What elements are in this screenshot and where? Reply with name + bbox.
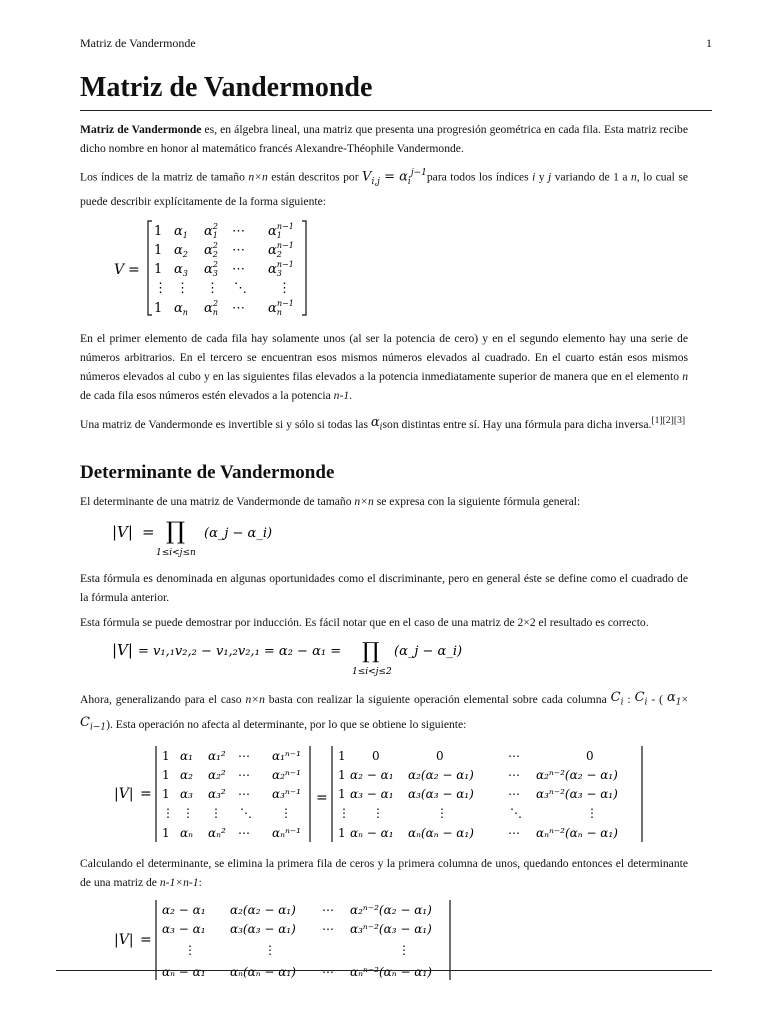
svg-text:αₙ²: αₙ² [208,825,226,840]
svg-text:1: 1 [154,300,163,316]
elements-text-c: . [349,388,353,402]
reduce-size: n-1×n-1 [159,875,199,889]
indices-text-a: Los índices de la matriz de tamaño [80,170,249,184]
svg-text:⋯: ⋯ [322,921,334,936]
invertible-paragraph [80,411,688,438]
svg-text:⋮: ⋮ [182,805,194,820]
colop-text-d: - ( [647,693,667,707]
reduce-text-b: : [198,875,202,889]
svg-text:⋮: ⋮ [338,805,350,820]
dots-cell: ⋯ [232,223,245,239]
svg-text:⋱: ⋱ [510,805,522,820]
reduce-paragraph [80,854,688,892]
elements-n: n [682,369,688,383]
abs-v-2: |V| [112,641,133,660]
colop-text-f: ). Esta operación no afecta al determinante, por lo que se obtiene lo siguiente: [106,717,467,731]
svg-text:⋯: ⋯ [232,261,245,277]
svg-text:⋯: ⋯ [238,767,250,782]
vandermonde-matrix-equation [80,217,688,325]
svg-text:⋯: ⋯ [508,767,520,782]
equals-3: = [140,785,152,802]
abs-v-3: |V| [114,785,134,802]
svg-text:⋮: ⋮ [280,805,292,820]
right-bracket [302,221,306,315]
svg-text:⋮: ⋮ [436,805,448,820]
colop-nxn: n×n [245,693,265,707]
svg-text:αₙ(αₙ − α₁): αₙ(αₙ − α₁) [408,825,474,840]
svg-text:α₂ − α₁: α₂ − α₁ [162,902,206,917]
svg-text:αₙⁿ⁻¹: αₙⁿ⁻¹ [272,825,301,840]
indices-paragraph [80,164,688,211]
svg-text:α12: $\alpha_12$ [204,221,218,240]
v-symbol: V [114,261,125,278]
svg-text:⋮: ⋮ [176,280,189,296]
svg-text:α2n−1: $\alpha_2n-1$ [268,240,294,259]
indices-nxn: n×n [248,170,268,184]
product-term: (α_j − α_i) [204,526,273,542]
svg-text:α₃²: α₃² [208,786,226,801]
equals-4: = [316,789,328,806]
ci1-inline [80,713,106,738]
svg-text:⋮: ⋮ [398,942,410,957]
product-symbol-2: ∏ [362,639,380,665]
ci1-sub: i−1 [89,722,107,733]
svg-text:α₃(α₃ − α₁): α₃(α₃ − α₁) [408,786,474,801]
svg-text:⋯: ⋯ [322,902,334,917]
elements-paragraph [80,329,688,405]
svg-text:αₙ − α₁: αₙ − α₁ [350,825,394,840]
reduce-text-a: Calculando el determinante, se elimina la primera fila de ceros y la primera columna de unos, quedando entonces el determinante de una matriz de [80,856,688,889]
references-link[interactable]: [1][2][3] [651,414,686,426]
svg-text:α2: $\alpha_2$ [174,242,188,259]
svg-text:α₃ − α₁: α₃ − α₁ [162,921,206,936]
svg-text:α₃ⁿ⁻¹: α₃ⁿ⁻¹ [272,786,301,801]
svg-text:1: 1 [162,786,170,801]
invertible-text-b: son distintas entre sí. Hay una fórmula para dicha inversa. [382,417,652,431]
svg-text:α₂(α₂ − α₁): α₂(α₂ − α₁) [230,902,296,917]
vij-rhs: = α [384,169,408,185]
ci-sub: i [620,698,624,709]
equals: = [142,523,155,542]
svg-text:α₃: α₃ [180,786,193,801]
product-range: 1≤i<j≤n [156,548,196,559]
svg-text:⋯: ⋯ [508,748,520,763]
indices-text-f: , lo cual se puede describir explícitamente de la forma siguiente: [80,170,688,208]
elements-text-a: En el primer elemento de cada fila hay solamente unos (al ser la potencia de cero) y en el segundo elemento hay una serie de números arbitrarios. En el tercero se encuentran esos mismos números elevados al cuadrado. En el cuarto están esos mismos números elevados al cubo y en las siguientes filas elevados a la potencia inmediatamente superior de manera que en el elemento [80,331,688,383]
colop-text-e: × [681,693,688,707]
svg-text:1: 1 [162,825,170,840]
induction-paragraph: Esta fórmula se puede demostrar por inducción. Es fácil notar que en el caso de una matriz de 2×2 el resultado es correcto. [80,616,649,630]
svg-text:α₂ − α₁: α₂ − α₁ [350,767,394,782]
base-case-formula [80,638,688,684]
svg-text:α₁: α₁ [180,748,193,763]
colop-text-a: Ahora, generalizando para el caso [80,693,246,707]
svg-text:⋮: ⋮ [264,942,276,957]
indices-i: i [532,170,536,184]
indices-text-d: y [535,170,549,184]
svg-text:1: 1 [338,767,346,782]
ci-inline [611,688,624,713]
discriminant-paragraph: Esta fórmula es denominada en algunas oportunidades como el discriminante, pero en general éste se define como el cuadrado de la fórmula anterior. [80,572,688,605]
svg-text:1: 1 [162,767,170,782]
svg-text:α₃ − α₁: α₃ − α₁ [350,786,394,801]
svg-text:α₁ⁿ⁻¹: α₁ⁿ⁻¹ [272,748,301,763]
alpha-symbol: α [370,414,380,430]
abs-v-4: |V| [114,931,134,948]
svg-text:αₙⁿ⁻²(αₙ − α₁): αₙⁿ⁻²(αₙ − α₁) [536,825,618,840]
matrix-cells [154,222,294,317]
svg-text:αₙ: αₙ [180,825,193,840]
vij-formula [362,164,427,192]
alpha1-symbol: α [666,690,676,706]
svg-text:1: 1 [162,748,170,763]
det-intro-paragraph [80,492,688,511]
vandermonde-matrix-svg [80,217,380,319]
product-range-2: 1≤i<j≤2 [352,667,392,678]
colop-text-c: : [623,693,635,707]
svg-text:α₂ⁿ⁻²(α₂ − α₁): α₂ⁿ⁻²(α₂ − α₁) [536,767,618,782]
indices-text-c: para todos los índices [426,170,533,184]
svg-text:⋮: ⋮ [278,280,291,296]
invertible-text-a: Una matriz de Vandermonde es invertible si y sólo si todas las [80,417,371,431]
svg-text:α₂(α₂ − α₁): α₂(α₂ − α₁) [408,767,474,782]
running-title: Matriz de Vandermonde [80,36,196,50]
determinant-formula-svg [80,517,320,559]
running-header [80,36,712,52]
svg-text:⋮: ⋮ [586,805,598,820]
indices-j: j [548,170,552,184]
alpha1-inline [667,688,682,713]
svg-text:⋮: ⋮ [372,805,384,820]
svg-text:⋯: ⋯ [322,964,334,979]
svg-text:α1n−1: $\alpha_1n-1$ [268,221,294,240]
svg-text:α₃(α₃ − α₁): α₃(α₃ − α₁) [230,921,296,936]
reduced-determinant-svg [80,898,500,982]
svg-text:α3n−1: $\alpha_3n-1$ [268,259,294,278]
svg-text:1: 1 [338,748,346,763]
svg-text:⋮: ⋮ [210,805,222,820]
equals-5: = [140,931,152,948]
footer-rule [56,970,712,971]
indices-text-e: variando de 1 a [551,170,631,184]
svg-text:⋮: ⋮ [162,805,174,820]
svg-text:α₂ⁿ⁻²(α₂ − α₁): α₂ⁿ⁻²(α₂ − α₁) [350,902,432,917]
svg-text:⋯: ⋯ [508,786,520,801]
indices-text-b: están descritos por [267,170,363,184]
det-text-b: se expresa con la siguiente fórmula general: [373,495,581,509]
vij-rhs-sup: j−1 [410,168,427,178]
svg-text:1: 1 [154,242,163,258]
column-op-paragraph [80,688,688,737]
column-op-svg [80,744,680,844]
svg-text:0: 0 [586,748,594,763]
svg-text:0: 0 [436,748,444,763]
svg-text:α22: $\alpha_22$ [204,240,218,259]
svg-text:0: 0 [372,748,380,763]
svg-text:⋯: ⋯ [238,786,250,801]
left-bracket [148,221,152,315]
determinant-formula [80,517,688,565]
svg-text:α32: $\alpha_32$ [204,259,218,278]
svg-text:αₙⁿ⁻²(αₙ − α₁): αₙⁿ⁻²(αₙ − α₁) [350,964,432,979]
svg-text:α₂ⁿ⁻¹: α₂ⁿ⁻¹ [272,767,301,782]
equals-sign: = [128,261,140,278]
svg-text:α1: $\alpha_1$ [174,223,188,240]
svg-text:⋮: ⋮ [154,280,167,296]
svg-text:⋯: ⋯ [238,748,250,763]
abs-v: |V| [112,523,133,542]
section-heading: Determinante de Vandermonde [80,462,335,484]
ddots-cell: ⋱ [234,280,247,296]
svg-text:α₃ⁿ⁻²(α₃ − α₁): α₃ⁿ⁻²(α₃ − α₁) [350,921,432,936]
svg-text:⋯: ⋯ [232,300,245,316]
svg-text:αₙ(αₙ − α₁): αₙ(αₙ − α₁) [230,964,296,979]
det-text-a: El determinante de una matriz de Vandermonde de tamaño [80,495,355,509]
indices-n: n [630,170,637,184]
elements-text-b: de cada fila esos números estén elevados a la potencia [80,388,334,402]
ci-sub-2: i [644,698,648,709]
vij-symbol: V [362,169,372,185]
column-op-determinant [80,744,688,850]
alpha1-sub: 1 [675,698,682,709]
intro-paragraph [80,120,688,158]
svg-text:α₂²: α₂² [208,767,226,782]
svg-text:⋯: ⋯ [508,825,520,840]
svg-text:1: 1 [154,261,163,277]
product-term-2: (α_j − α_i) [394,644,463,660]
svg-text:αₙ − α₁: αₙ − α₁ [162,964,206,979]
svg-text:αnn−1: $\alpha_nn-1$ [268,298,294,317]
ci-symbol: C [610,690,621,706]
svg-text:α₂: α₂ [180,767,193,782]
svg-text:1: 1 [338,825,346,840]
svg-text:αn: $\alpha_n$ [174,300,188,317]
article-body [80,120,688,992]
svg-text:α₃ⁿ⁻²(α₃ − α₁): α₃ⁿ⁻²(α₃ − α₁) [536,786,618,801]
svg-text:α₁²: α₁² [208,748,226,763]
ci-symbol-2: C [634,690,645,706]
vij-rhs-sub: i [407,176,411,187]
svg-text:1: 1 [338,786,346,801]
det-nxn: n×n [354,495,374,509]
ci1-symbol: C [80,715,90,731]
page-title: Matriz de Vandermonde [80,72,712,111]
base-case-svg [80,638,480,678]
svg-text:⋯: ⋯ [238,825,250,840]
intro-term: Matriz de Vandermonde [80,123,202,136]
svg-text:⋯: ⋯ [232,242,245,258]
svg-text:1: 1 [154,223,163,239]
product-symbol: ∏ [166,517,186,546]
intro-text: es, en álgebra lineal, una matriz que presenta una progresión geométrica en cada fila. Esta matriz recibe dicho nombre en honor al matemático francés Alexandre-Théophile Vandermonde. [80,123,688,155]
vij-sub: i,j [371,176,380,187]
svg-text:⋱: ⋱ [240,805,252,820]
alpha-sub: i [379,422,383,433]
colop-text-b: basta con realizar la siguiente operación elemental sobre cada columna [264,693,611,707]
elements-n1: n-1 [333,388,350,402]
svg-text:⋮: ⋮ [206,280,219,296]
expansion: = v₁,₁v₂,₂ − v₁,₂v₂,₁ = α₂ − α₁ = [138,644,342,660]
svg-text:αn2: $\alpha_n2$ [204,298,219,317]
svg-text:⋮: ⋮ [184,942,196,957]
reduced-determinant [80,898,688,988]
page-number: 1 [706,36,712,50]
ci-inline-2 [635,688,648,713]
svg-text:α3: $\alpha_3$ [174,261,188,278]
alpha-i-inline [371,413,383,438]
